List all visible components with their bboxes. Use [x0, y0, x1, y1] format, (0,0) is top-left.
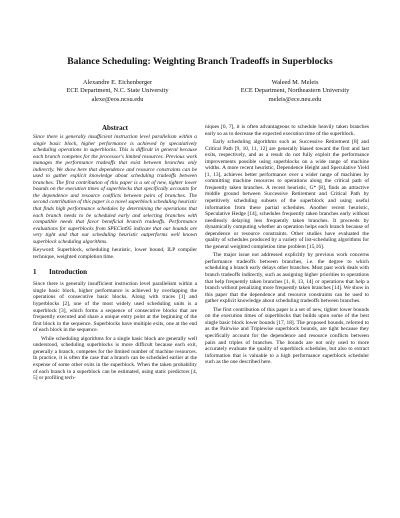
body-paragraph: Early scheduling algorithms such as Successive Retirement [8] and Critical Path [9, 10, 11, 12] are generally biased toward the first and last exits, respectively, and as a result do not fully exploit the performance improvements possible using superblocks on a wide range of machine widths. A more recent heuristic, Dependence Height and Speculative Yield [1, 13], achieves better performance over a wider range of machines by committing machine resources to operations along the critical path of frequently taken branches. A recent heuristic, G* [8], finds an attractive middle ground between Successive Retirement and Critical Path by repetitively scheduling subsets of the superblock and using useful information from these partial schedules. Another recent heuristic, Speculative Hedge [14], schedules frequently taken branches early without needlessly delaying less frequently taken branches. It proceeds by dynamically computing whether an operation helps each branch because of dependence or resource constraints. Other studies have evaluated the quality of schedules produced by a variety of list-scheduling algorithms for the general weighted completion time problem [15,16].	[205, 139, 369, 250]
author-name: Alexandre E. Eichenberger	[82, 79, 153, 86]
author-block-2	[210, 79, 380, 104]
body-paragraph: Since there is generally insufficient instruction level parallelism within a single basic block, higher performance is achieved by overlapping the operations of consecutive basic blocks. Along with traces [1] and hyperblocks [2], one of the most widely used scheduling units is a superblock [3], which forms a sequence of consecutive blocks that are frequently executed and share a unique entry point at the beginning of the first block in the sequence. Superblocks have multiple exits, one at the end of each block in the sequence.	[33, 281, 197, 334]
section-title: Introduction	[49, 268, 87, 277]
keywords: Keyword: Superblock, scheduling heuristic, lower bound, ILP compiler technique, weighted completion time.	[33, 247, 197, 260]
section-heading	[33, 268, 197, 277]
author-affiliation: ECE Department, Northeastern University	[240, 87, 350, 95]
author-email: alexe@eos.ncsu.edu	[91, 95, 144, 103]
body-paragraph: While scheduling algorithms for a single basic block are generally well understood, scheduling superblocks is more difficult because each exit, generally a branch, competes for the limited number of machine resources. In practice, it is often the case that a branch can be scheduled earlier at the expense of some other exits in the superblock. When the taken probability of each branch in a superblock can be estimated, using static predictors [4, 5] or profiling tech-	[33, 335, 197, 382]
author-block-1	[20, 79, 215, 104]
paper-title: Balance Scheduling: Weighting Branch Tradeoffs in Superblocks	[67, 56, 333, 67]
left-column	[33, 124, 197, 384]
abstract-text: Since there is generally insufficient instruction level parallelism within a single basic block, higher performance is achieved by speculatively scheduling operations in superblocks. This is difficult in general because each branch competes for the processor's limited resources. Previous work manages the performance tradeoffs that exist between branches only indirectly. We show here that dependence and resource constraints can be used to gather explicit knowledge about scheduling tradeoffs between branches. The first contribution of this paper is a set of new, tighter lower bounds on the execution times of superblocks that specifically accounts for the dependence and resource conflicts between pairs of branches. The second contribution of this paper is a novel superblock scheduling heuristic that finds high performance schedules by determining the operations that each branch needs to be scheduled early and selecting branches with compatible needs that favor beneficial branch tradeoffs. Performance evaluations for superblocks from SPECint95 indicate that our bounds are very tight and that our scheduling heuristic outperforms well known superblock scheduling algorithms.	[33, 134, 197, 245]
abstract-heading: Abstract	[101, 124, 129, 132]
body-paragraph: The major issue not addressed explicitly by previous work concerns performance tradeoffs between branches, i.e. the degree to which scheduling a branch early delays other branches. Most past work deals with branch tradeoffs indirectly, such as assigning higher priorities to operations that help frequently taken branches [1, 8, 13, 14] or operations that help a branch without penalizing more frequently taken branches [14]. We show in this paper that the dependence and resource constraints can be used to gather explicit knowledge about scheduling tradeoffs between branches.	[205, 252, 369, 305]
right-column	[205, 124, 369, 368]
body-paragraph: niques [6, 7], it is often advantageous to schedule heavily taken branches early so as to decrease the expected execution time of the superblock.	[205, 124, 369, 137]
section-number: 1	[33, 268, 37, 277]
body-paragraph: The first contribution of this paper is a set of new, tighter lower bounds on the execution times of superblocks that builds upon some of the best single basic block lower bounds [17, 18]. The proposed bounds, referred to as the Pairwise and Triplewise superblock bounds, are tight because they specifically account for the dependence and resource conflicts between pairs and triples of branches. The bounds are not only used to more accurately evaluate the quality of superblock schedules, but also to extract information that is valuable to a high performance superblock scheduler such as the one described here.	[205, 306, 369, 366]
author-name: Waleed M. Meleis	[271, 79, 319, 86]
author-affiliation: ECE Department, N.C. State University	[66, 87, 169, 95]
author-email: meleis@ece.neu.edu	[268, 95, 322, 103]
